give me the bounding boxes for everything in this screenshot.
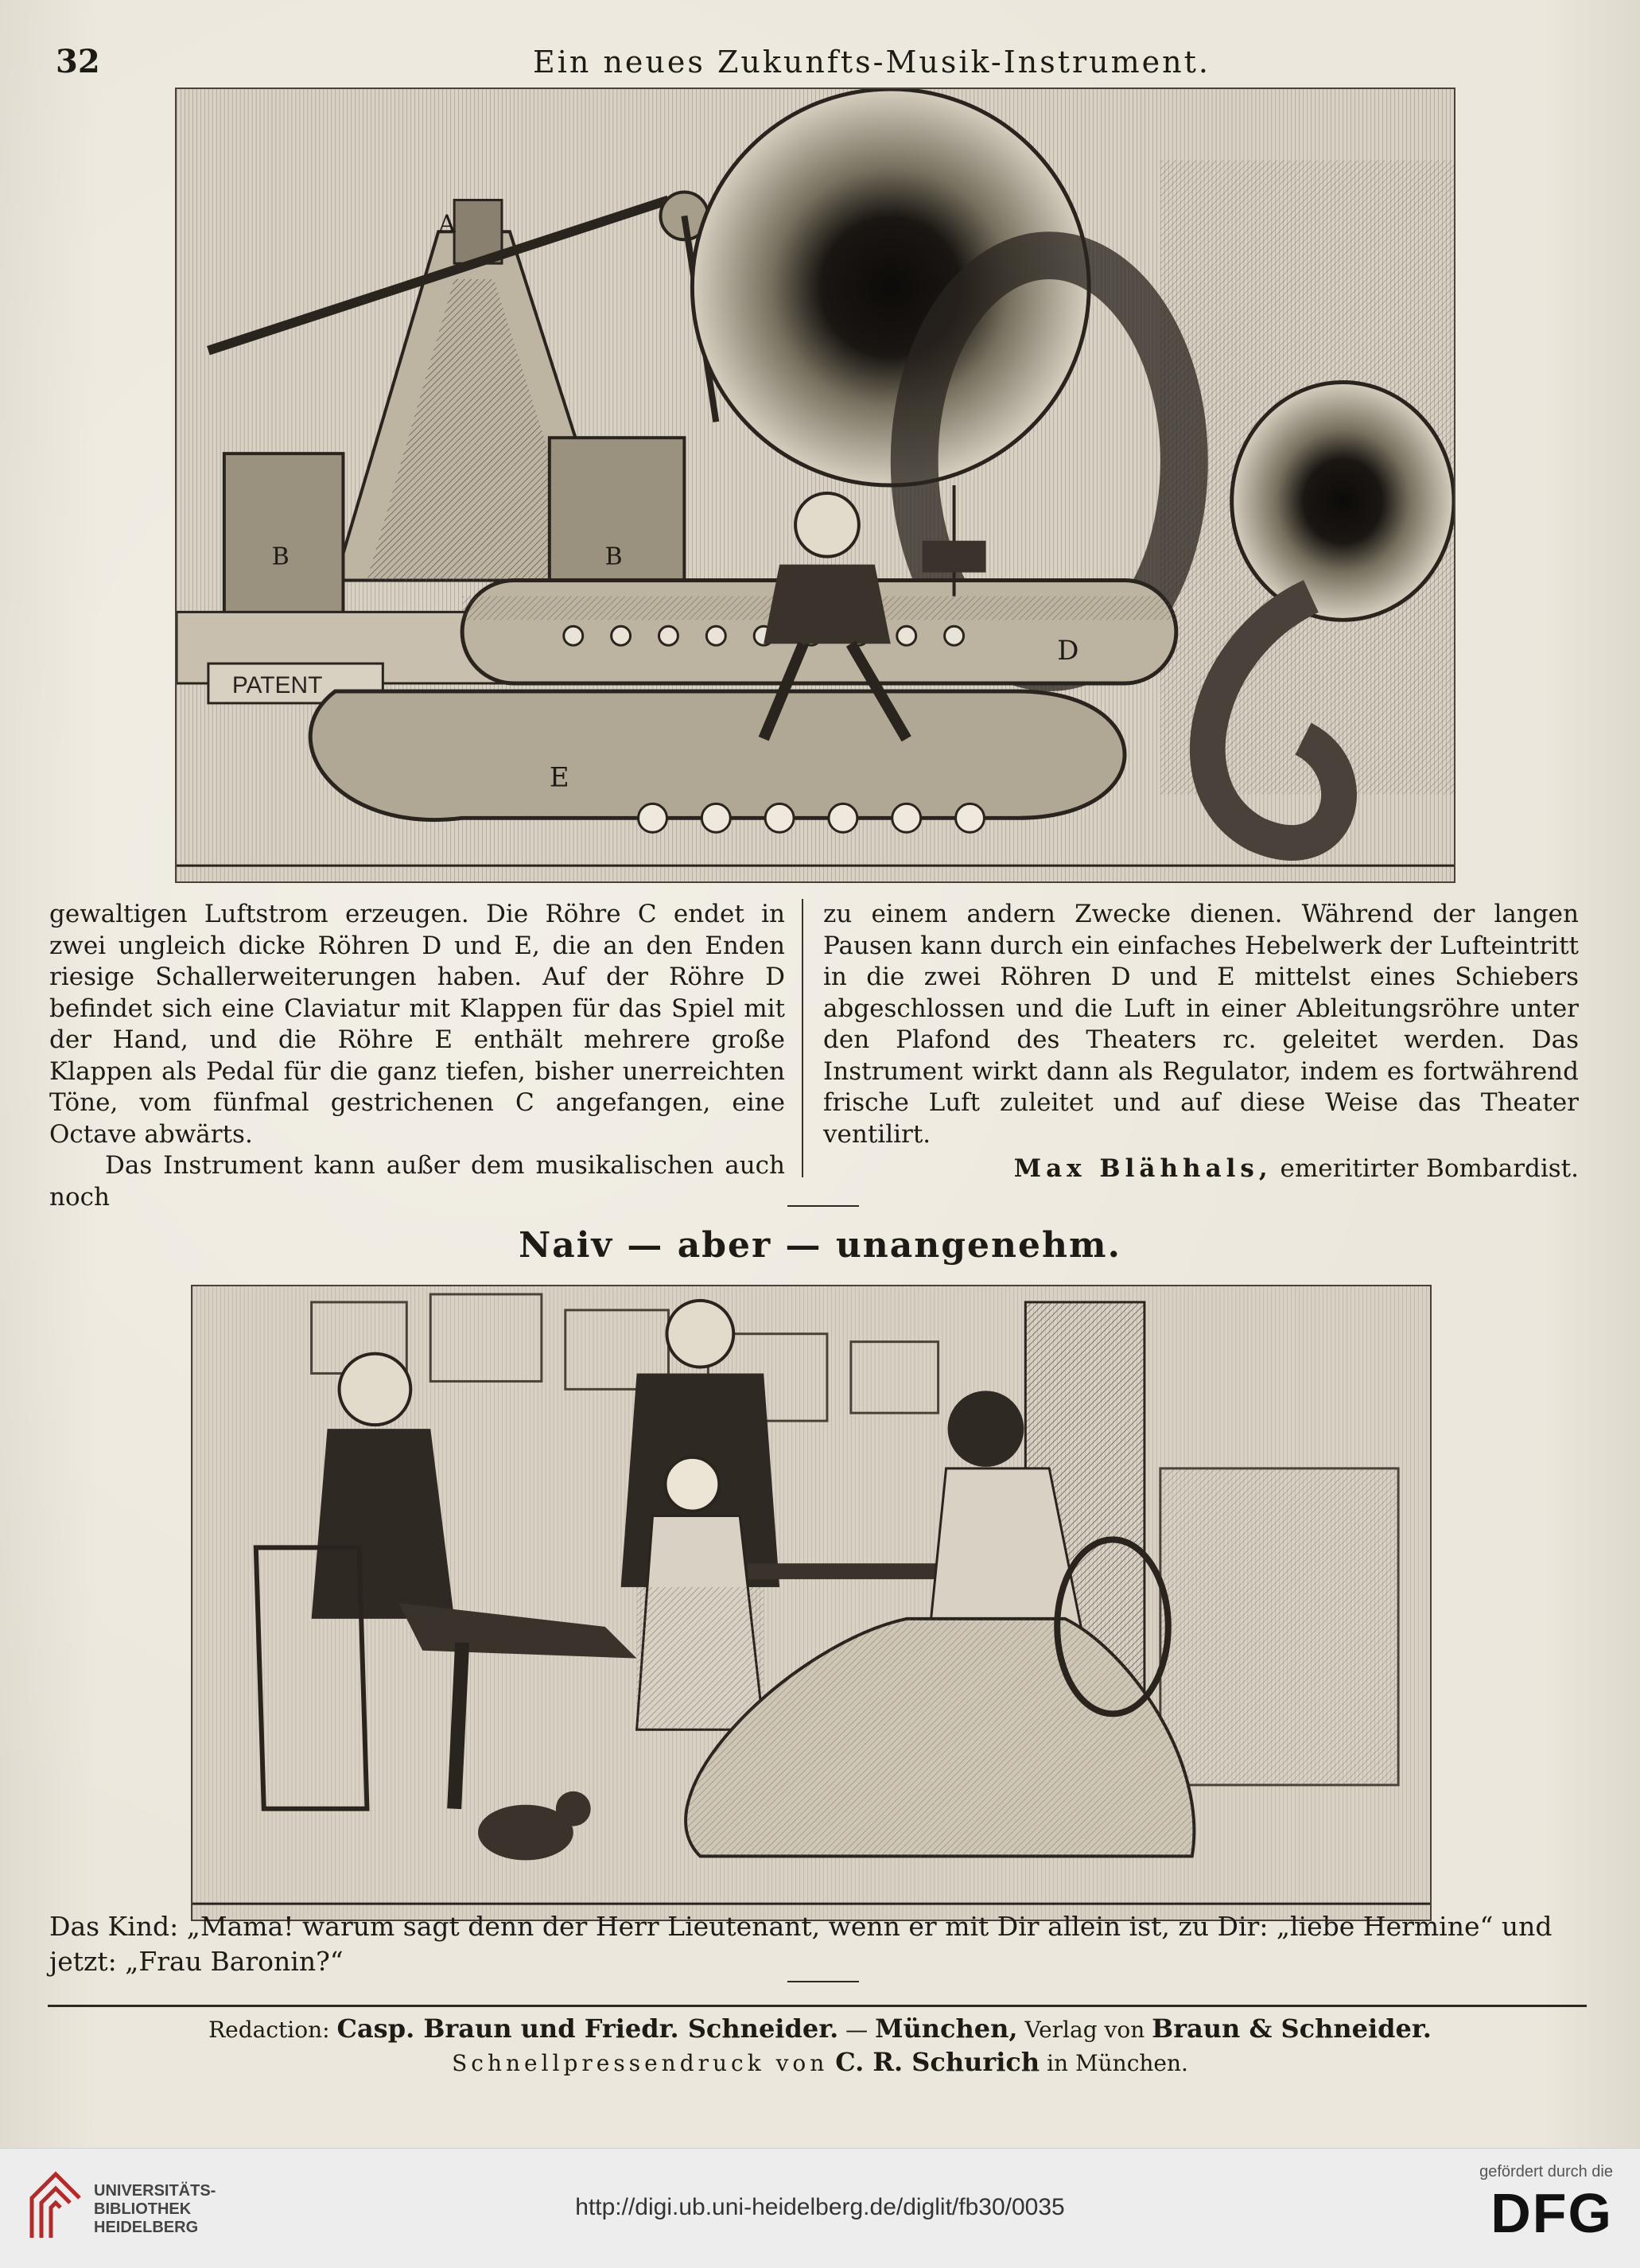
digitization-footer (0, 2148, 1640, 2268)
section-rule (787, 1205, 859, 1207)
publisher: Braun & Schneider. (1152, 2013, 1432, 2044)
label-d: D (1057, 635, 1079, 667)
library-name-line: HEIDELBERG (94, 2219, 199, 2236)
library-name-line: UNIVERSITÄTS- (94, 2182, 216, 2200)
column-divider (802, 899, 803, 1177)
permalink-url[interactable]: http://digi.ub.uni-heidelberg.de/diglit/fb30/0035 (575, 2194, 1065, 2220)
page-header (56, 43, 1568, 91)
article-paragraph: gewaltigen Luftstrom erzeugen. Die Röhre C endet in zwei ungleich dicke Röhren D und E, die an den Enden riesige Schallerweiterungen haben. Auf der Röhre D befindet sich eine Claviatur mit Klappen für das Spiel mit der Hand, und die Röhre E enthält mehrere große Klappen als Pedal für die ganz tiefen, bisher unerreichten Töne, vom fünfmal gestrichenen C angefangen, eine Octave abwärts. (49, 900, 785, 1149)
section-rule (787, 1981, 859, 1982)
impressum-rule (48, 2005, 1587, 2007)
cartoon-caption: Das Kind: „Mama! warum sagt denn der Herr Lieutenant, wenn er mit Dir allein ist, zu Dir: „liebe Hermine“ und jetzt: „Frau Baronin?“ (49, 1911, 1553, 1977)
editors: Casp. Braun und Friedr. Schneider. (336, 2013, 839, 2044)
impressum-dash: — (838, 2017, 876, 2043)
instrument-engraving (175, 88, 1455, 883)
label-a: A (438, 210, 456, 239)
impressum-line-2 (0, 2046, 1640, 2079)
label-b2: B (604, 543, 623, 571)
redaction-label: Redaction: (208, 2017, 330, 2043)
funder-label: gefördert durch die (1479, 2163, 1613, 2180)
label-patent: PATENT (231, 671, 323, 698)
publisher-label: Verlag von (1024, 2017, 1145, 2043)
dfg-logo[interactable]: DFG (1490, 2182, 1613, 2244)
author-name: Max Blähhals, (1013, 1154, 1273, 1183)
funder-block (1438, 2163, 1613, 2245)
impressum (0, 2013, 1640, 2079)
printer: C. R. Schurich (835, 2047, 1040, 2077)
city: München, (875, 2013, 1018, 2044)
running-title: Ein neues Zukunfts-Musik-Instrument. (533, 45, 1211, 80)
page-number: 32 (56, 43, 100, 80)
cartoon-title: Naiv — aber — unangenehm. (519, 1225, 1121, 1266)
article-left-column (49, 899, 785, 1213)
article-right-column (823, 899, 1579, 1185)
printer-city: in München. (1047, 2050, 1188, 2076)
salon-engraving (191, 1285, 1432, 1921)
author-title: emeritirter Bombardist. (1280, 1154, 1579, 1183)
article-paragraph: Das Instrument kann außer dem musikalischen auch noch (49, 1151, 785, 1212)
printer-label: Schnellpressendruck von (452, 2050, 829, 2076)
article-signature (823, 1153, 1579, 1185)
label-b1: B (271, 543, 290, 571)
label-e: E (549, 761, 569, 793)
article-paragraph: zu einem andern Zwecke dienen. Während der langen Pausen kann durch ein einfaches Hebelwerk der Lufteintritt in die zwei Röhren D und E mittelst eines Schiebers abgeschlossen und die Luft in einer Ableitungsröhre unter den Plafond des Theaters rc. geleitet werden. Das Instrument wirkt dann als Regulator, indem es fortwährend frische Luft zuleitet und auf diese Weise das Theater ventilirt. (823, 900, 1579, 1149)
impressum-line-1 (0, 2013, 1640, 2046)
library-name-line: BIBLIOTHEK (94, 2200, 192, 2218)
